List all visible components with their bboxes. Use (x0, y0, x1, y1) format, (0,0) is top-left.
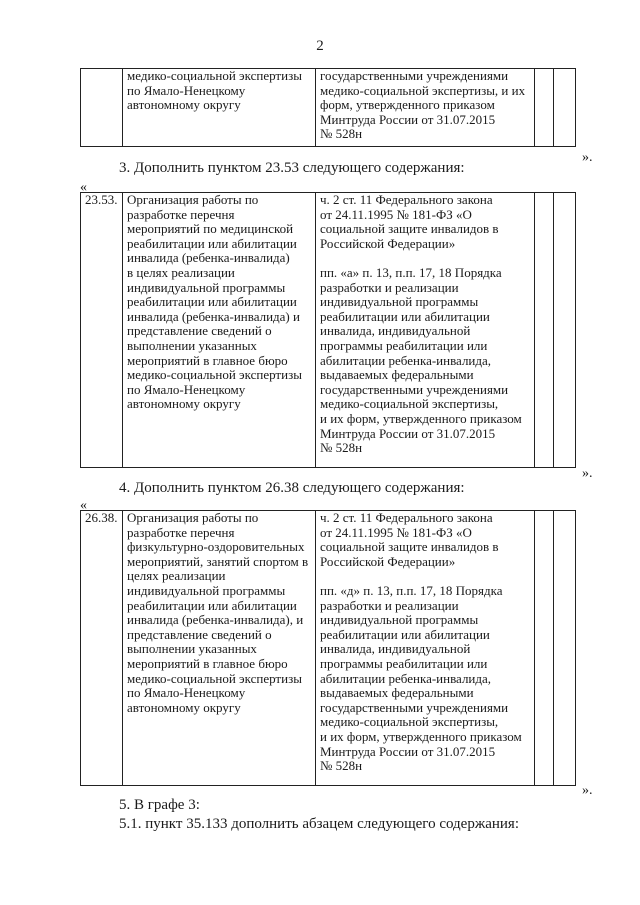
cell-legal-basis: ч. 2 ст. 11 Федерального закона от 24.11.1995 № 181-ФЗ «О социальной защите инвалидов в Российской Федерации» пп. «а» п. 13, п.п. 17, 18 Порядка разработки и реализации индивидуальной программы реабилитации или абилитации инвалида, индивидуальной программы реабилитации или абилитации ребенка-инвалида, выдаваемых федеральными государственными учреждениями медико-социальной экспертизы, и их форм, утвержденного приказом Минтруда России от 31.07.2015 № 528н (316, 193, 535, 468)
cell-number (81, 69, 123, 147)
table-item-26-38 (80, 510, 576, 786)
cell-activity: Организация работы по разработке перечня физкультурно-оздоровительных мероприятий, занятий спортом в целях реализации индивидуальной программы реабилитации или абилитации инвалида (ребенка-инвалида), и представление сведений о выполнении указанных мероприятий в главное бюро медико-социальной экспертизы по Ямало-Ненецкому автономному округу (123, 511, 316, 786)
cell-empty (535, 193, 554, 468)
closing-quote: ». (582, 466, 593, 481)
section3-heading: 3. Дополнить пунктом 23.53 следующего содержания: (119, 160, 465, 176)
cell-legal-basis: ч. 2 ст. 11 Федерального закона от 24.11.1995 № 181-ФЗ «О социальной защите инвалидов в Российской Федерации» пп. «д» п. 13, п.п. 17, 18 Порядка разработки и реализации индивидуальной программы реабилитации или абилитации инвалида, индивидуальной программы реабилитации или абилитации ребенка-инвалида, выдаваемых федеральными государственными учреждениями медико-социальной экспертизы, и их форм, утвержденного приказом Минтруда России от 31.07.2015 № 528н (316, 511, 535, 786)
opening-quote: « (80, 180, 87, 195)
table-row (81, 511, 576, 786)
closing-quote: ». (582, 150, 593, 165)
table-item-23-53 (80, 192, 576, 468)
opening-quote: « (80, 498, 87, 513)
cell-empty (535, 511, 554, 786)
page-number: 2 (316, 38, 324, 54)
table-continuation (80, 68, 576, 147)
section4-heading: 4. Дополнить пунктом 26.38 следующего содержания: (119, 480, 465, 496)
section5-subheading: 5.1. пункт 35.133 дополнить абзацем следующего содержания: (119, 816, 519, 832)
cell-empty (554, 511, 576, 786)
section5-heading: 5. В графе 3: (119, 797, 200, 813)
cell-empty (535, 69, 554, 147)
cell-empty (554, 193, 576, 468)
table-row (81, 193, 576, 468)
closing-quote: ». (582, 783, 593, 798)
cell-number: 26.38. (81, 511, 123, 786)
cell-activity: Организация работы по разработке перечня мероприятий по медицинской реабилитации или абилитации инвалида (ребенка-инвалида) в целях реализации индивидуальной программы реабилитации или абилитации инвалида (ребенка-инвалида) и представление сведений о выполнении указанных мероприятий в главное бюро медико-социальной экспертизы по Ямало-Ненецкому автономному округу (123, 193, 316, 468)
cell-activity: медико-социальной экспертизы по Ямало-Ненецкому автономному округу (123, 69, 316, 147)
table-row (81, 69, 576, 147)
cell-empty (554, 69, 576, 147)
cell-legal-basis: государственными учреждениями медико-социальной экспертизы, и их форм, утвержденного приказом Минтруда России от 31.07.2015 № 528н (316, 69, 535, 147)
cell-number: 23.53. (81, 193, 123, 468)
